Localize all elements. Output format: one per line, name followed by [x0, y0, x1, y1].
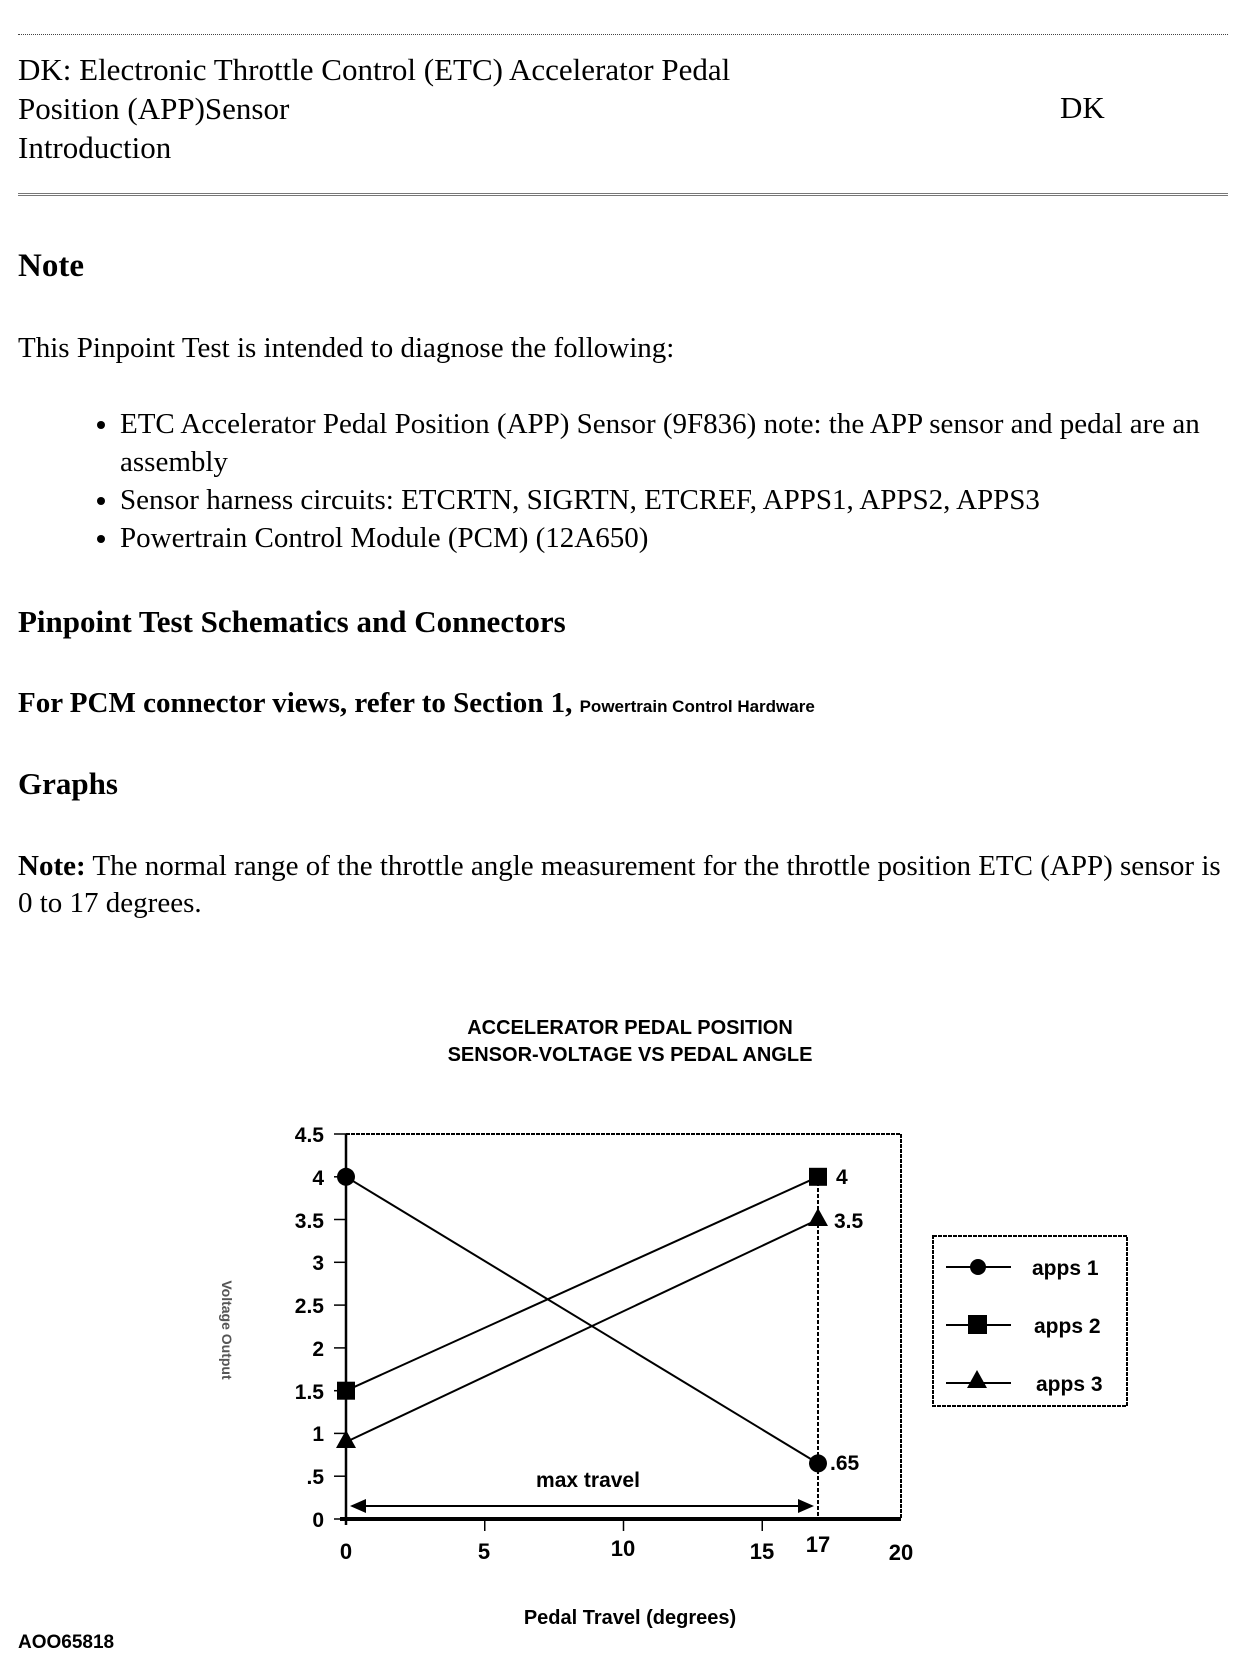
apps1-marker-end	[809, 1454, 827, 1472]
schematics-reference: For PCM connector views, refer to Section 1,	[18, 687, 573, 719]
note-text: The normal range of the throttle angle measurement for the throttle position ETC (APP) sensor is 0 to 17 degrees.	[18, 850, 1221, 919]
list-item: • ETC Accelerator Pedal Position (APP) Sensor (9F836) note: the APP sensor and pedal are an assembly	[120, 405, 1248, 481]
list-item: • Sensor harness circuits: ETCRTN, SIGRTN, ETCREF, APPS1, APPS2, APPS3	[120, 481, 1248, 519]
apps1-line	[346, 1177, 818, 1464]
apps1-marker-start	[337, 1168, 355, 1186]
svg-text:apps 3: apps 3	[1036, 1373, 1103, 1396]
apps3-line	[346, 1220, 818, 1443]
graphs-heading: Graphs	[18, 766, 118, 801]
chart-title-line-2: SENSOR-VOLTAGE VS PEDAL ANGLE	[447, 1044, 813, 1066]
svg-text:0: 0	[339, 1539, 353, 1564]
schematics-heading: Pinpoint Test Schematics and Connectors	[18, 604, 566, 639]
svg-text:3: 3	[312, 1252, 324, 1275]
svg-text:4.5: 4.5	[294, 1124, 324, 1147]
square-marker-icon	[968, 1315, 987, 1334]
header-title-line-1: DK: Electronic Throttle Control (ETC) Accelerator Pedal	[18, 52, 731, 87]
apps3-marker-end	[808, 1208, 828, 1226]
svg-text:10: 10	[610, 1536, 636, 1561]
svg-text:1.5: 1.5	[294, 1381, 324, 1404]
apps2-end-label: 4	[836, 1166, 848, 1189]
svg-text:0: 0	[312, 1509, 324, 1532]
apps2-marker-start	[337, 1382, 355, 1400]
apps1-end-label: .65	[830, 1452, 860, 1475]
max-travel-label: max travel	[536, 1469, 640, 1492]
y-axis-label: Voltage Output	[219, 1280, 235, 1380]
svg-text:5: 5	[477, 1539, 491, 1564]
note-label: Note:	[18, 850, 86, 882]
x-tick-labels	[340, 1532, 913, 1565]
y-tick-labels	[295, 1124, 325, 1532]
x-axis-label: Pedal Travel (degrees)	[523, 1607, 737, 1629]
svg-text:apps 1: apps 1	[1032, 1257, 1099, 1280]
header-title-line-3: Introduction	[18, 130, 172, 165]
svg-text:20: 20	[888, 1540, 914, 1565]
apps3-end-label: 3.5	[834, 1210, 864, 1233]
chart-title-line-1: ACCELERATOR PEDAL POSITION	[467, 1017, 793, 1039]
svg-text:2: 2	[312, 1338, 324, 1361]
svg-text:.5: .5	[306, 1466, 324, 1489]
y-ticks	[334, 1134, 346, 1519]
circle-marker-icon	[970, 1259, 986, 1275]
svg-text:1: 1	[312, 1423, 324, 1446]
svg-text:4: 4	[312, 1167, 324, 1190]
svg-text:apps 2: apps 2	[1034, 1315, 1101, 1338]
svg-text:3.5: 3.5	[294, 1210, 324, 1233]
apps2-line	[346, 1177, 818, 1391]
note-intro: This Pinpoint Test is intended to diagnose the following:	[18, 332, 675, 364]
header-code: DK	[1060, 90, 1105, 125]
svg-text:17: 17	[805, 1532, 831, 1557]
note-heading: Note	[18, 248, 84, 284]
figure-id: AOO65818	[18, 1632, 115, 1653]
header-title-line-2: Position (APP)Sensor	[18, 91, 290, 126]
svg-text:15: 15	[749, 1539, 775, 1564]
list-item: • Powertrain Control Module (PCM) (12A650)	[120, 519, 1248, 557]
apps2-marker-end	[809, 1168, 827, 1186]
powertrain-control-hardware-link[interactable]: Powertrain Control Hardware	[579, 697, 815, 716]
svg-text:2.5: 2.5	[294, 1295, 324, 1318]
